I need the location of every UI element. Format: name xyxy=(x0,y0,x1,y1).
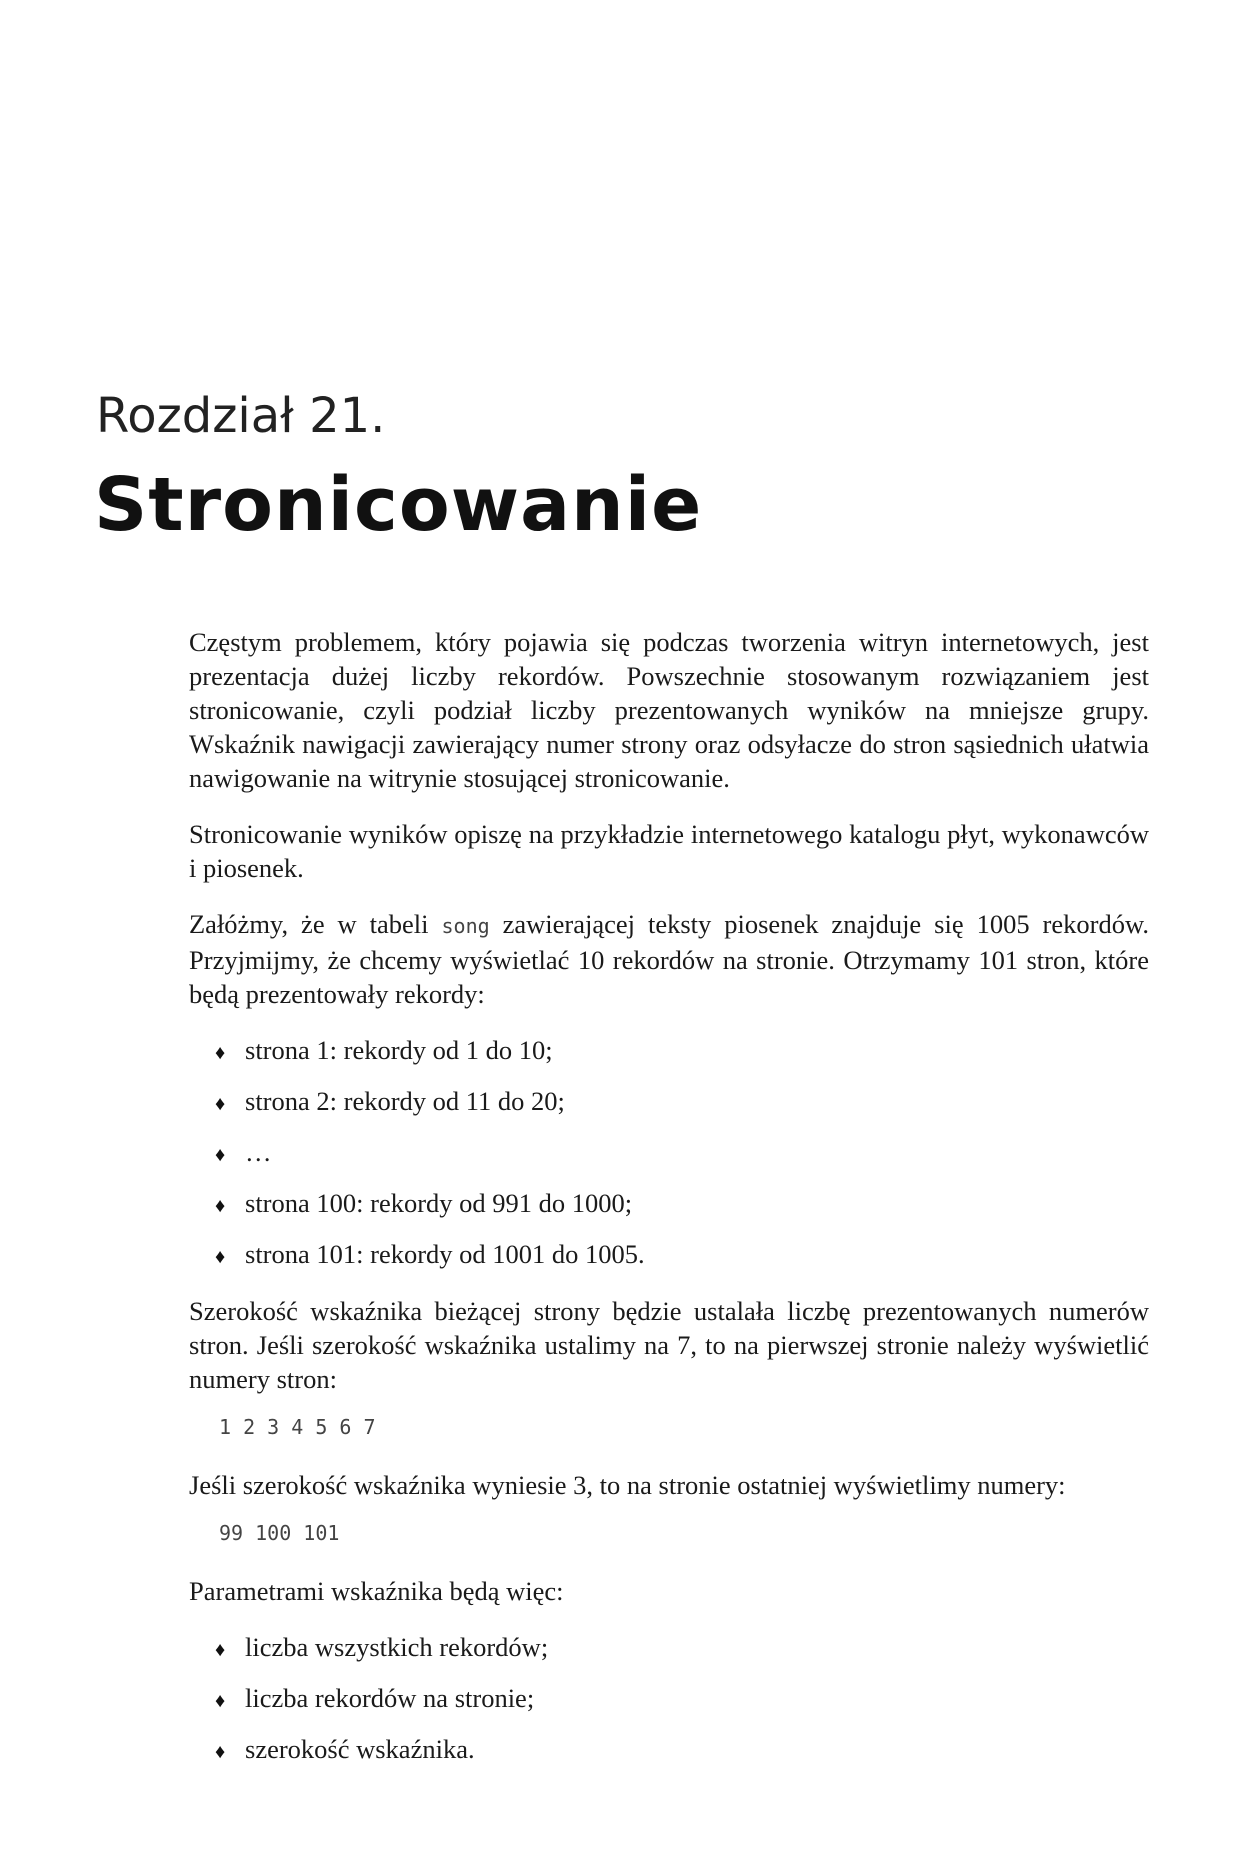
diamond-bullet-icon: ♦ xyxy=(215,1246,226,1268)
paragraph-assumption-start: Załóżmy, że w tabeli xyxy=(189,909,442,939)
diamond-bullet-icon: ♦ xyxy=(215,1741,226,1763)
inline-code-table-name: song xyxy=(441,914,490,938)
list-item xyxy=(215,1033,1149,1070)
paragraph-assumption xyxy=(189,907,1149,1011)
list-item-text: strona 2: rekordy od 11 do 20; xyxy=(245,1086,565,1116)
chapter-label: Rozdział 21. xyxy=(96,388,386,444)
list-item xyxy=(215,1084,1149,1121)
list-item-text: strona 100: rekordy od 991 do 1000; xyxy=(245,1188,633,1218)
diamond-bullet-icon: ♦ xyxy=(215,1690,226,1712)
diamond-bullet-icon: ♦ xyxy=(215,1144,226,1166)
chapter-title: Stronicowanie xyxy=(94,462,703,548)
list-item xyxy=(215,1237,1149,1274)
diamond-bullet-icon: ♦ xyxy=(215,1042,226,1064)
list-item-text: strona 1: rekordy od 1 do 10; xyxy=(245,1035,553,1065)
list-item xyxy=(215,1135,1149,1172)
parameters-list xyxy=(189,1630,1149,1769)
paragraph-parameters: Parametrami wskaźnika będą więc: xyxy=(189,1576,564,1606)
paragraph-assumption-end: zawierającej teksty piosenek znajduje się 1005 rekordów. Przyjmijmy, że chcemy wyświetlać 10 rekordów na stronie. Otrzymamy 101 stron, które będą prezentowały rekordy: xyxy=(189,909,1149,1009)
list-item-text: liczba wszystkich rekordów; xyxy=(245,1632,549,1662)
code-example-last-page: 99 100 101 xyxy=(219,1521,340,1545)
diamond-bullet-icon: ♦ xyxy=(215,1195,226,1217)
paragraph-last-page: Jeśli szerokość wskaźnika wyniesie 3, to na stronie ostatniej wyświetlimy numery: xyxy=(189,1470,1066,1500)
list-item-text: … xyxy=(245,1137,272,1167)
list-item xyxy=(215,1630,1149,1667)
chapter-body xyxy=(189,625,1149,1789)
code-example-first-page: 1 2 3 4 5 6 7 xyxy=(219,1415,376,1439)
diamond-bullet-icon: ♦ xyxy=(215,1093,226,1115)
paragraph-example: Stronicowanie wyników opiszę na przykładzie internetowego katalogu płyt, wykonawców i piosenek. xyxy=(189,819,1149,883)
paragraph-indicator-width: Szerokość wskaźnika bieżącej strony będzie ustalała liczbę prezentowanych numerów stron. Jeśli szerokość wskaźnika ustalimy na 7, to na pierwszej stronie należy wyświetlić numery stron: xyxy=(189,1296,1149,1394)
list-item-text: szerokość wskaźnika. xyxy=(245,1734,475,1764)
list-item xyxy=(215,1186,1149,1223)
diamond-bullet-icon: ♦ xyxy=(215,1639,226,1661)
list-item-text: liczba rekordów na stronie; xyxy=(245,1683,535,1713)
pages-records-list xyxy=(189,1033,1149,1274)
paragraph-intro: Częstym problemem, który pojawia się podczas tworzenia witryn internetowych, jest prezentacja dużej liczby rekordów. Powszechnie stosowanym rozwiązaniem jest stronicowanie, czyli podział liczby prezentowanych wyników na mniejsze grupy. Wskaźnik nawigacji zawierający numer strony oraz odsyłacze do stron sąsiednich ułatwia nawigowanie na witrynie stosującej stronicowanie. xyxy=(189,627,1149,793)
list-item-text: strona 101: rekordy od 1001 do 1005. xyxy=(245,1239,645,1269)
list-item xyxy=(215,1681,1149,1718)
list-item xyxy=(215,1732,1149,1769)
